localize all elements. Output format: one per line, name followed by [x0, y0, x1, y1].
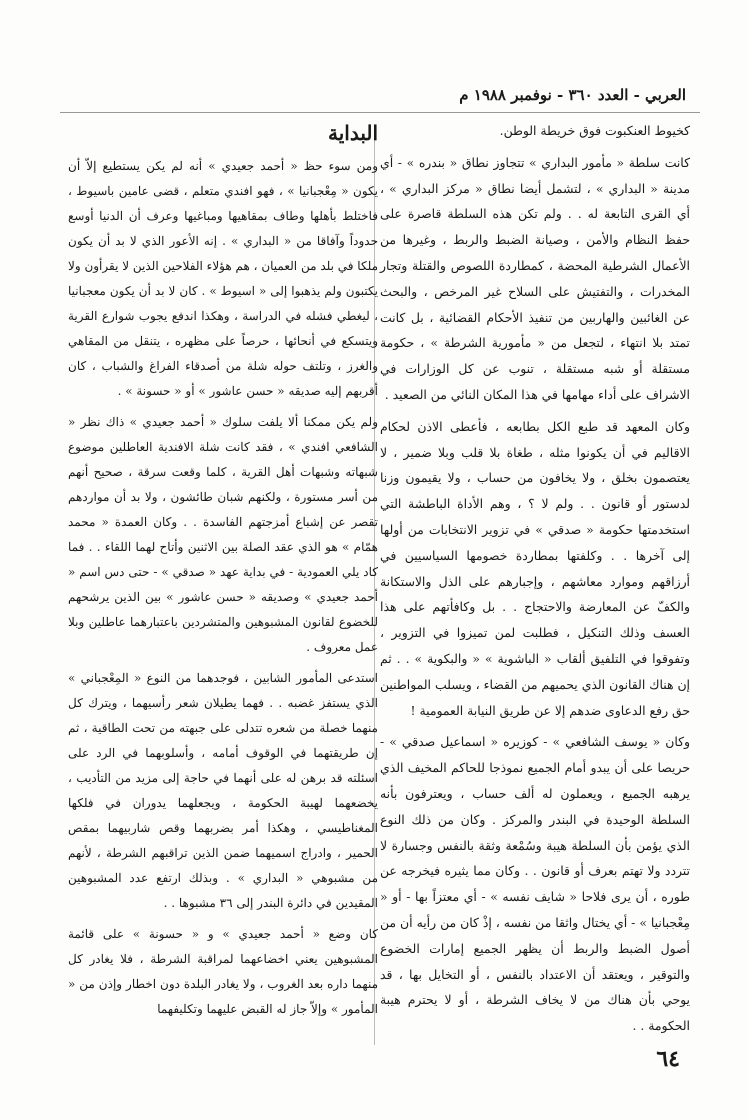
right-column — [380, 118, 690, 1045]
paragraph: ولم يكن ممكنا ألا يلفت سلوك « أحمد جعيدي » ذاك نظر « الشافعي افندي » ، فقد كانت شلة الافندية العاطلين موضوع شبهاته وشبهات أهل القرية ، كلما وقعت سرقة ، صحيح أنهم من أسر مستورة ، ولكنهم شبان طائشون ، ولا بد أن مواردهم تقصر عن إشباع أمزجتهم الفاسدة . . وكان العمدة « محمد همّام » هو الذي عقد الصلة بين الاثنين وأتاح لهما اللقاء . . فما كاد يلي العمودية - في بداية عهد « صدقي » - حتى دس اسم « أحمد جعيدي » وصديقه « حسن عاشور » بين الذين يرشحهم للخضوع لقانون المشبوهين والمتشردين باعتبارهما عاطلين وبلا عمل معروف . — [68, 415, 378, 654]
left-column — [68, 118, 378, 1028]
section-title: البداية — [327, 121, 378, 145]
page-number: ٦٤ — [656, 1046, 680, 1072]
paragraph: وكان « يوسف الشافعي » - كوزيره « اسماعيل صدقي » - حريصا على أن يبدو أمام الجميع نموذجا للحاكم المخيف الذي يرهبه الجميع ، ويعملون له ألف حساب ، ويعترفون بأنه السلطة الوحيدة في البندر والمركز . وكان من ذلك النوع الذي يؤمن بأن السلطة هيبة وسُمْعة وثقة بالنفس وجسارة لا تتردد ولا تهتم بعرف أو قانون . . وكان مما يثيره فيخرجه عن طوره ، أن يرى فلاحا « شايف نفسه » - أي معتزاً بها - أو « مِعْجبانيا » - أي يختال واثقا من نفسه ، إذْ كان من رأيه أن من أصول الضبط والربط أن يظهر الجميع إمارات الخضوع والتوقير ، ويعتقد أن الاعتداد بالنفس ، أو التخايل بها ، قد يوحي بأن هناك من لا يخاف الشرطة ، أو لا يحترم هيبة الحكومة . . — [380, 734, 690, 1034]
paragraph: ومن سوء حظ « أحمد جعيدي » أنه لم يكن يستطيع إلاّ أن يكون « مِعْجبانيا » ، فهو افندي متعلم ، قضى عامين باسيوط ، فاختلط بأهلها وطاف بمقاهيها ومباغيها وعرف أن الدنيا أوسع حدوداً وآفاقا من « البداري » . إنه الأعور الذي لا بد أن يكون ملكا في بلد من العميان ، هم هؤلاء الفلاحين الذين لا يقرأون ولا يكتبون ولم يذهبوا إلى « اسيوط » . كان لا بد أن يكون معجبانيا ، ليغطي فشله في الدراسة ، وهكذا اندفع يجوب شوارع القرية ويتسكع في أنحائها ، حرصاً على مظهره ، يتنقل من المقاهي والغرز ، وتلتف حوله شلة من أصدقاء الفراغ والشباب ، كان أقربهم إليه صديقه « حسن عاشور » أو « حسونة » . — [68, 159, 378, 398]
header-rule — [60, 112, 700, 113]
paragraph: استدعى المأمور الشابين ، فوجدهما من النوع « المِعْجباني » الذي يستفز غضبه . . فهما يطيلان شعر رأسيهما ، ويترك كل منهما خصلة من شعره تتدلى على جبهته من تحت الطاقية ، ثم إن طريقتهما في الوقوف أمامه ، وأسلوبهما في الرد على اسئلته قد برهن له على أنهما في حاجة إلى مزيد من التأديب ، يخضعهما لهيبة الحكومة ، ويجعلهما يدوران في فلكها المغناطيسي ، وهكذا أمر بضربهما وقص شاربيهما بمقص الحمير ، وادراج اسميهما ضمن الذين تراقبهم الشرطة ، لأنهم من مشبوهي « البداري » . وبذلك ارتفع عدد المشبوهين المقيدين في دائرة البندر إلى ٣٦ مشبوها . . — [68, 671, 378, 910]
running-header: العربي - العدد ٣٦٠ - نوفمبر ١٩٨٨ م — [459, 86, 686, 104]
paragraph: كخيوط العنكبوت فوق خريطة الوطن. — [499, 123, 690, 138]
paragraph: وكان المعهد قد طبع الكل بطابعه ، فأعطى الاذن لحكام الاقاليم في أن يكونوا مثله ، طغاة بلا قلب وبلا ضمير ، لا يعتصمون بخلق ، ولا يخافون من حساب ، ولا يقيمون وزنا لدستور أو قانون . . ولم لا ؟ ، وهم الأداة الباطشة التي استخدمتها حكومة « صدقي » في تزوير الانتخابات من أولها إلى آخرها . . وكلفتها بمطاردة خصومها السياسيين في أرزاقهم وموارد معاشهم ، وإجبارهم على الذل والاستكانة والكفّ عن المعارضة والاحتجاج . . بل وكافأتهم على هذا العسف وذلك التنكيل ، فطلبت لمن تميزوا في التزوير ، وتفوقوا في التلفيق ألقاب « الباشوية » « والبكوية » . . ثم إن هناك القانون الذي يحميهم من القضاء ، ويسلب المواطنين حق رفع الدعاوى ضدهم إلا عن طريق النيابة العمومية ! — [380, 418, 690, 718]
paragraph: كانت سلطة « مأمور البداري » تتجاوز نطاق « بندره » - أي مدينة « البداري » ، لتشمل أيضا نطاق « مركز البداري » ، أي القرى التابعة له . . ولم تكن هذه السلطة قاصرة على حفظ النظام والأمن ، وصيانة الضبط والربط ، وغيرها من الأعمال الشرطية المحضة ، كمطاردة اللصوص والقتلة وتجار المخدرات ، والتفتيش على السلاح غير المرخص ، والبحث عن الغائبين والهاربين من تنفيذ الأحكام القضائية ، بل كانت تمتد بلا انتهاء ، لتجعل من « مأمورية الشرطة » ، حكومة مستقلة أو شبه مستقلة ، تنوب عن كل الوزارات في الاشراف على أداء مهامها في هذا المكان النائي من الصعيد . — [380, 154, 690, 402]
paragraph: كان وضع « أحمد جعيدي » و « حسونة » على قائمة المشبوهين يعني اخضاعهما لمراقبة الشرطة ، فلا يغادر كل منهما داره بعد الغروب ، ولا يغادر البلدة دون اخطار وإذن من « المأمور » وإلاّ جاز له القبض عليهما وتكليفهما — [68, 927, 378, 1016]
